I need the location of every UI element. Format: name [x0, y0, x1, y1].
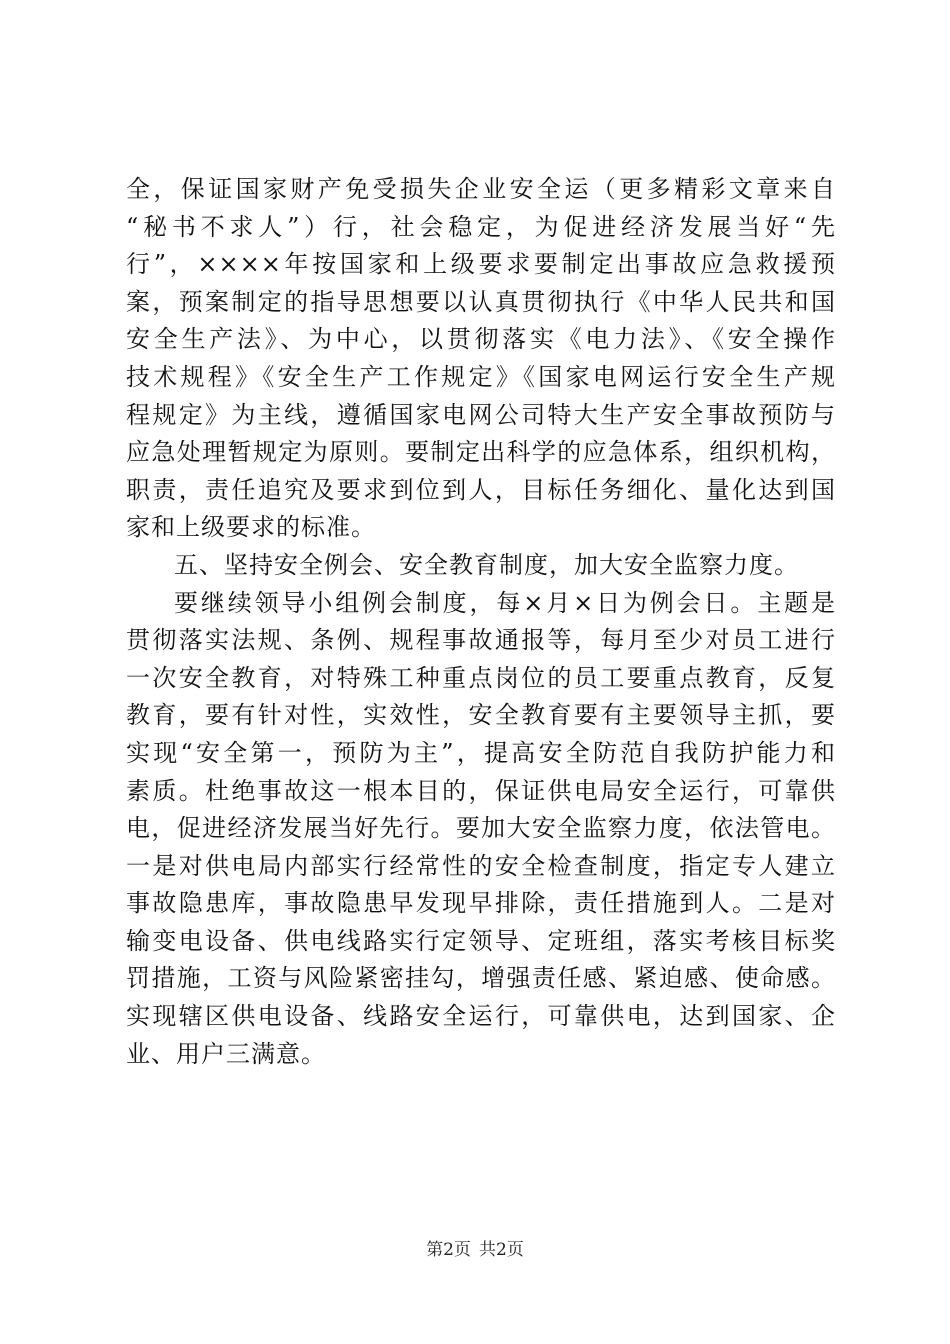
- page-number-current: 第2页: [426, 1240, 471, 1260]
- text-line: 事故隐患库，事故隐患早发现早排除，责任措施到人。二是对: [126, 889, 836, 918]
- text-line: 实现辖区供电设备、线路安全运行，可靠供电，达到国家、企: [126, 1002, 836, 1031]
- text-line: 案，预案制定的指导思想要以认真贯彻执行《中华人民共和国: [126, 287, 836, 316]
- text-line: 业、用户三满意。: [126, 1039, 326, 1068]
- text-line: 应急处理暂规定为原则。要制定出科学的应急体系，组织机构，: [126, 438, 836, 467]
- document-body: [126, 171, 836, 1073]
- text-line: 职责，责任追究及要求到位到人，目标任务细化、量化达到国: [126, 475, 836, 504]
- text-line: 输变电设备、供电线路实行定领导、定班组，落实考核目标奖: [126, 926, 836, 955]
- text-line: 全，保证国家财产免受损失企业安全运（更多精彩文章来自: [126, 175, 836, 203]
- text-line: “秘书不求人”）行，社会稳定，为促进经济发展当好“先: [126, 212, 836, 241]
- text-line: 实现“安全第一，预防为主”，提高安全防范自我防护能力和: [126, 738, 836, 767]
- text-line: 一次安全教育，对特殊工种重点岗位的员工要重点教育，反复: [126, 663, 836, 692]
- text-line: 素质。杜绝事故这一根本目的，保证供电局安全运行，可靠供: [126, 776, 836, 805]
- text-line: 教育，要有针对性，实效性，安全教育要有主要领导主抓，要: [126, 701, 836, 730]
- text-line: 程规定》为主线，遵循国家电网公司特大生产安全事故预防与: [126, 400, 836, 429]
- text-line: 安全生产法》、为中心，以贯彻落实《电力法》、《安全操作: [126, 325, 836, 354]
- text-line: 罚措施，工资与风险紧密挂勾，增强责任感、紧迫感、使命感。: [126, 964, 836, 993]
- text-line: 技术规程》《安全生产工作规定》《国家电网运行安全生产规: [126, 362, 836, 391]
- page-footer: [0, 1238, 950, 1262]
- text-line: 家和上级要求的标准。: [126, 513, 376, 542]
- text-line: 要继续领导小组例会制度，每×月×日为例会日。主题是: [174, 588, 836, 617]
- page-number-total: 共2页: [479, 1240, 524, 1260]
- text-line: 贯彻落实法规、条例、规程事故通报等，每月至少对员工进行: [126, 626, 836, 655]
- text-line: 行”，××××年按国家和上级要求要制定出事故应急救援预: [126, 250, 836, 279]
- section-heading: 五、坚持安全例会、安全教育制度，加大安全监察力度。: [174, 550, 799, 579]
- text-line: 一是对供电局内部实行经常性的安全检查制度，指定专人建立: [126, 851, 836, 880]
- text-line: 电，促进经济发展当好先行。要加大安全监察力度，依法管电。: [126, 814, 836, 843]
